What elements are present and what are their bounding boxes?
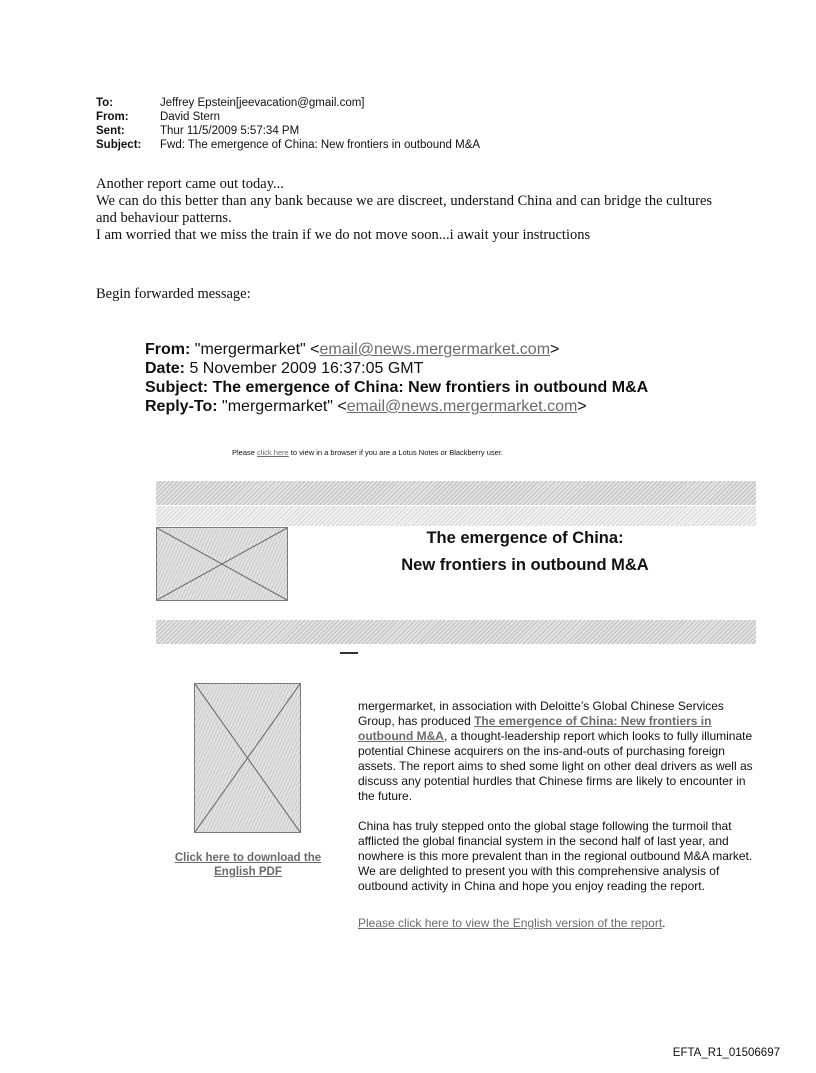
banner-image-cross-icon <box>157 528 287 600</box>
to-value: Jeffrey Epstein[jeevacation@gmail.com] <box>160 97 365 109</box>
fwd-reply-row <box>145 397 648 416</box>
from-value: David Stern <box>160 111 221 123</box>
sent-value: Thur 11/5/2009 5:57:34 PM <box>160 125 300 137</box>
body-line-2: We can do this better than any bank because we are discreet, understand China and can bridge the cultures and behaviour patterns. <box>96 193 713 226</box>
view-link-suffix: . <box>662 916 666 930</box>
fwd-reply-label: Reply-To: <box>145 398 218 415</box>
report-view-row <box>358 916 758 931</box>
banner-image-placeholder <box>156 527 288 601</box>
report-cover-cross-icon <box>195 684 300 832</box>
banner-title-line1: The emergence of China: <box>426 529 624 547</box>
body-line-1: Another report came out today... <box>96 176 284 192</box>
browser-notice <box>232 448 503 457</box>
fwd-subject-row <box>145 378 648 397</box>
header-sent-row <box>96 124 480 138</box>
header-from-row <box>96 110 480 124</box>
fwd-date-label: Date: <box>145 360 186 377</box>
report-title-link[interactable]: The emergence of China: New frontiers in outbound M&A <box>358 714 712 743</box>
fwd-subject-value: The emergence of China: New frontiers in outbound M&A <box>208 379 649 396</box>
report-p1-start: mergermarket, in association with Deloitte’s Global Chinese Services Group, has produced <box>358 699 724 728</box>
download-pdf-link[interactable]: Click here to download the English PDF <box>174 852 322 878</box>
to-label: To: <box>96 97 114 109</box>
fwd-reply-name: "mergermarket" < <box>217 398 347 415</box>
subject-value: Fwd: The emergence of China: New frontiers in outbound M&A <box>160 139 481 151</box>
banner-top-band-light <box>156 506 756 526</box>
fwd-date-value: 5 November 2009 16:37:05 GMT <box>185 360 424 377</box>
fwd-reply-close: > <box>577 398 587 415</box>
header-subject-row <box>96 138 480 152</box>
from-label: From: <box>96 111 129 123</box>
report-description <box>358 699 758 946</box>
fwd-date-row <box>145 359 648 378</box>
fwd-reply-email-link[interactable]: email@news.mergermarket.com <box>346 398 578 415</box>
banner-bottom-band <box>156 620 756 644</box>
fwd-from-row <box>145 340 648 359</box>
notice-prefix: Please <box>232 448 258 457</box>
notice-suffix: to view in a browser if you are a Lotus Notes or Blackberry user. <box>288 448 503 457</box>
report-paragraph-1 <box>358 699 758 804</box>
sent-label: Sent: <box>96 125 125 137</box>
document-id: EFTA_R1_01506697 <box>672 1047 780 1059</box>
email-header <box>96 96 480 152</box>
notice-click-here-link[interactable]: click here <box>257 448 289 457</box>
report-cover-placeholder[interactable] <box>194 683 301 833</box>
view-english-report-link[interactable]: Please click here to view the English version of the report <box>358 916 663 930</box>
fwd-from-name: "mergermarket" < <box>190 341 320 358</box>
fwd-from-close: > <box>550 341 560 358</box>
fwd-subject-label: Subject: <box>145 379 209 396</box>
fwd-from-label: From: <box>145 341 191 358</box>
divider-dash <box>340 652 358 654</box>
begin-forwarded: Begin forwarded message: <box>96 286 251 302</box>
subject-label: Subject: <box>96 139 142 151</box>
body-line-3: I am worried that we miss the train if we do not move soon...i await your instructions <box>96 227 591 243</box>
email-body <box>96 176 736 244</box>
forwarded-header <box>145 340 648 416</box>
report-paragraph-2: China has truly stepped onto the global stage following the turmoil that afflicted the global financial system in the second half of last year, and nowhere is this more prevalent than in the regional outbound M&A market. We are delighted to present you with this comprehensive analysis of outbound activity in China and hope you enjoy reading the report. <box>358 819 753 893</box>
banner-title-line2: New frontiers in outbound M&A <box>401 556 649 574</box>
report-p1-end: , a thought-leadership report which looks to fully illuminate potential Chinese acquirers on the ins-and-outs of purchasing foreign assets. The report aims to shed some light on other deal drivers as well as discuss any potential hurdles that Chinese firms are likely to encounter in the future. <box>358 729 753 803</box>
fwd-from-email-link[interactable]: email@news.mergermarket.com <box>319 341 551 358</box>
header-to-row <box>96 96 480 110</box>
banner-top-band <box>156 481 756 505</box>
